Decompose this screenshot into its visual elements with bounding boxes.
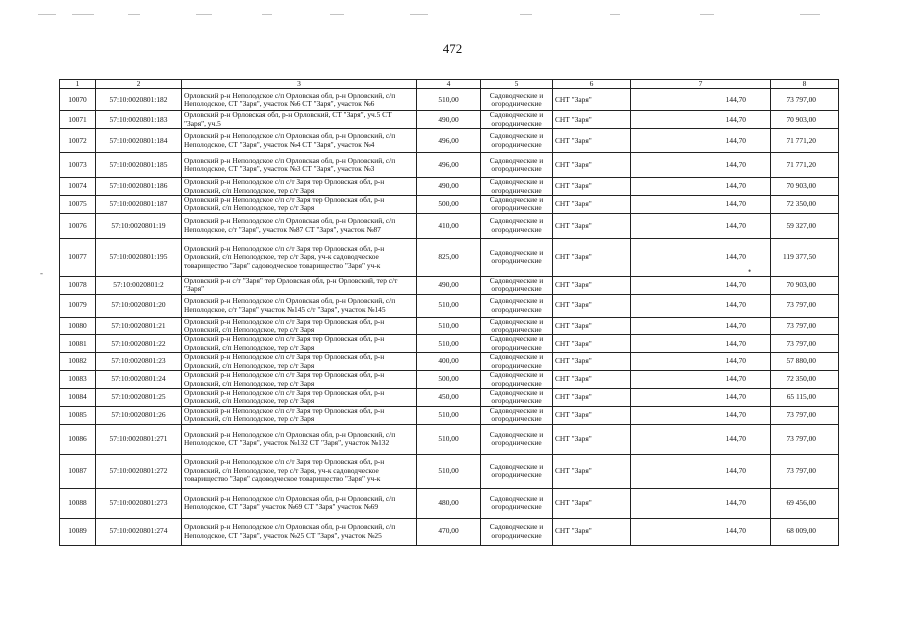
cadastral-value-cell: 72 350,00 [771, 371, 839, 389]
area-cell: 510,00 [417, 424, 481, 454]
address-cell: Орловский р-н с/т "Заря" тер Орловская обл, р-н Орловский, тер с/т "Заря" [182, 276, 417, 294]
row-number: 10074 [60, 178, 96, 196]
owner-cell: СНТ "Заря" [553, 213, 631, 238]
cadastral-value-cell: 65 115,00 [771, 388, 839, 406]
row-number: 10073 [60, 153, 96, 178]
address-cell: Орловский р-н Неполодское с/п Орловская обл, р-н Орловский, с/п Неполодское, СТ "Заря", участок №4 СТ "Заря", участок №4 [182, 129, 417, 153]
cadastral-value-cell: 70 903,00 [771, 178, 839, 196]
owner-cell: СНТ "Заря" [553, 153, 631, 178]
table-row [60, 294, 839, 317]
area-cell: 500,00 [417, 196, 481, 214]
owner-cell: СНТ "Заря" [553, 335, 631, 353]
rate-cell: 144,70 [631, 488, 771, 518]
area-cell: 490,00 [417, 178, 481, 196]
land-use-cell: Садоводческие и огороднические [481, 89, 553, 111]
address-cell: Орловский р-н Неполодское с/п Орловская обл, р-н Орловский, с/п Неполодское, с/т "Заря" участок №145 с/т "Заря", участок №145 [182, 294, 417, 317]
table-row [60, 213, 839, 238]
area-cell: 825,00 [417, 238, 481, 276]
cadastral-value-cell: 73 797,00 [771, 335, 839, 353]
table-row [60, 518, 839, 545]
row-number: 10076 [60, 213, 96, 238]
owner-cell: СНТ "Заря" [553, 238, 631, 276]
table-row [60, 353, 839, 371]
land-use-cell: Садоводческие и огороднические [481, 454, 553, 488]
land-use-cell: Садоводческие и огороднические [481, 213, 553, 238]
cadastral-number: 57:10:0020801:19 [96, 213, 182, 238]
margin-mark: • [748, 266, 752, 276]
row-number: 10088 [60, 488, 96, 518]
owner-cell: СНТ "Заря" [553, 406, 631, 424]
cadastral-number: 57:10:0020801:25 [96, 388, 182, 406]
address-cell: Орловский р-н Неполодское с/п Орловская обл, р-н Орловский, с/п Неполодское, СТ "Заря", участок №132 СТ "Заря", участок №132 [182, 424, 417, 454]
land-use-cell: Садоводческие и огороднические [481, 353, 553, 371]
land-use-cell: Садоводческие и огороднические [481, 276, 553, 294]
row-number: 10080 [60, 317, 96, 335]
area-cell: 510,00 [417, 335, 481, 353]
land-use-cell: Садоводческие и огороднические [481, 388, 553, 406]
table-row [60, 276, 839, 294]
land-use-cell: Садоводческие и огороднические [481, 488, 553, 518]
area-cell: 490,00 [417, 111, 481, 129]
land-use-cell: Садоводческие и огороднические [481, 406, 553, 424]
table-row [60, 129, 839, 153]
column-header: 8 [771, 80, 839, 89]
cadastral-value-cell: 59 327,00 [771, 213, 839, 238]
owner-cell: СНТ "Заря" [553, 89, 631, 111]
row-number: 10083 [60, 371, 96, 389]
cadastral-value-cell: 71 771,20 [771, 153, 839, 178]
land-use-cell: Садоводческие и огороднические [481, 518, 553, 545]
rate-cell: 144,70 [631, 371, 771, 389]
cadastral-value-cell: 73 797,00 [771, 454, 839, 488]
owner-cell: СНТ "Заря" [553, 424, 631, 454]
cadastral-value-cell: 71 771,20 [771, 129, 839, 153]
column-header: 7 [631, 80, 771, 89]
row-number: 10085 [60, 406, 96, 424]
column-header: 1 [60, 80, 96, 89]
address-cell: Орловский р-н Неполодское с/п с/т Заря тер Орловская обл, р-н Орловский, с/п Неполодское, тер с/т Заря [182, 388, 417, 406]
area-cell: 400,00 [417, 353, 481, 371]
owner-cell: СНТ "Заря" [553, 454, 631, 488]
area-cell: 510,00 [417, 454, 481, 488]
table-row [60, 238, 839, 276]
area-cell: 410,00 [417, 213, 481, 238]
cadastral-value-cell: 68 009,00 [771, 518, 839, 545]
area-cell: 496,00 [417, 129, 481, 153]
cadastral-number: 57:10:0020801:20 [96, 294, 182, 317]
table-row [60, 406, 839, 424]
cadastral-number: 57:10:0020801:185 [96, 153, 182, 178]
owner-cell: СНТ "Заря" [553, 317, 631, 335]
rate-cell: 144,70 [631, 388, 771, 406]
area-cell: 510,00 [417, 294, 481, 317]
row-number: 10079 [60, 294, 96, 317]
cadastral-number: 57:10:0020801:186 [96, 178, 182, 196]
land-use-cell: Садоводческие и огороднические [481, 238, 553, 276]
cadastral-number: 57:10:0020801:273 [96, 488, 182, 518]
table-row [60, 111, 839, 129]
land-use-cell: Садоводческие и огороднические [481, 196, 553, 214]
rate-cell: 144,70 [631, 424, 771, 454]
owner-cell: СНТ "Заря" [553, 353, 631, 371]
address-cell: Орловский р-н Неполодское с/п с/т Заря тер Орловская обл, р-н Орловский, с/п Неполодское, тер с/т Заря [182, 406, 417, 424]
land-use-cell: Садоводческие и огороднические [481, 371, 553, 389]
land-use-cell: Садоводческие и огороднические [481, 129, 553, 153]
cadastral-number: 57:10:0020801:182 [96, 89, 182, 111]
table-row [60, 317, 839, 335]
table-row [60, 424, 839, 454]
rate-cell: 144,70 [631, 335, 771, 353]
rate-cell: 144,70 [631, 89, 771, 111]
rate-cell: 144,70 [631, 178, 771, 196]
scan-artifacts [0, 14, 905, 18]
cadastral-value-cell: 119 377,50 [771, 238, 839, 276]
owner-cell: СНТ "Заря" [553, 276, 631, 294]
area-cell: 510,00 [417, 89, 481, 111]
owner-cell: СНТ "Заря" [553, 129, 631, 153]
table-row [60, 196, 839, 214]
cadastral-number: 57:10:0020801:187 [96, 196, 182, 214]
cadastral-value-cell: 70 903,00 [771, 276, 839, 294]
land-use-cell: Садоводческие и огороднические [481, 178, 553, 196]
margin-mark: - [40, 268, 43, 278]
row-number: 10070 [60, 89, 96, 111]
cadastral-number: 57:10:0020801:26 [96, 406, 182, 424]
address-cell: Орловский р-н Неполодское с/п с/т Заря тер Орловская обл, р-н Орловский, с/п Неполодское, тер с/т Заря [182, 335, 417, 353]
row-number: 10082 [60, 353, 96, 371]
address-cell: Орловский р-н Неполодское с/п с/т Заря тер Орловская обл, р-н Орловский, с/п Неполодское, тер с/т Заря [182, 371, 417, 389]
row-number: 10081 [60, 335, 96, 353]
rate-cell: 144,70 [631, 317, 771, 335]
cadastral-number: 57:10:0020801:23 [96, 353, 182, 371]
address-cell: Орловский р-н Неполодское с/п с/т Заря тер Орловская обл, р-н Орловский, с/п Неполодское, тер с/т Заря [182, 178, 417, 196]
cadastral-value-cell: 73 797,00 [771, 294, 839, 317]
address-cell: Орловский р-н Неполодское с/п Орловская обл, р-н Орловский, с/п Неполодское, СТ "Заря", участок №25 СТ "Заря", участок №25 [182, 518, 417, 545]
rate-cell: 144,70 [631, 111, 771, 129]
owner-cell: СНТ "Заря" [553, 371, 631, 389]
address-cell: Орловский р-н Неполодское с/п Орловская обл, р-н Орловский, с/п Неполодское, СТ "Заря", участок №3 СТ "Заря", участок №3 [182, 153, 417, 178]
rate-cell: 144,70 [631, 406, 771, 424]
cadastral-value-cell: 70 903,00 [771, 111, 839, 129]
area-cell: 470,00 [417, 518, 481, 545]
rate-cell: 144,70 [631, 294, 771, 317]
land-use-cell: Садоводческие и огороднические [481, 153, 553, 178]
cadastral-value-cell: 69 456,00 [771, 488, 839, 518]
table-row [60, 178, 839, 196]
column-header: 2 [96, 80, 182, 89]
address-cell: Орловский р-н Неполодское с/п с/т Заря тер Орловская обл, р-н Орловский, с/п Неполодское, тер с/т Заря [182, 196, 417, 214]
rate-cell: 144,70 [631, 276, 771, 294]
cadastral-number: 57:10:0020801:22 [96, 335, 182, 353]
table-row [60, 89, 839, 111]
rate-cell: 144,70 [631, 196, 771, 214]
table-row [60, 153, 839, 178]
table-row [60, 488, 839, 518]
land-use-cell: Садоводческие и огороднические [481, 424, 553, 454]
table-row [60, 335, 839, 353]
owner-cell: СНТ "Заря" [553, 294, 631, 317]
land-use-cell: Садоводческие и огороднические [481, 335, 553, 353]
address-cell: Орловский р-н Неполодское с/п Орловская обл, р-н Орловский, с/п Неполодское, с/т "Заря", участок №87 СТ "Заря", участок №87 [182, 213, 417, 238]
row-number: 10086 [60, 424, 96, 454]
land-use-cell: Садоводческие и огороднические [481, 294, 553, 317]
cadastral-value-cell: 73 797,00 [771, 317, 839, 335]
owner-cell: СНТ "Заря" [553, 178, 631, 196]
land-use-cell: Садоводческие и огороднические [481, 317, 553, 335]
area-cell: 450,00 [417, 388, 481, 406]
address-cell: Орловский р-н Неполодское с/п с/т Заря тер Орловская обл, р-н Орловский, с/п Неполодское, тер с/т Заря, уч-к садоводческое товарищество "Заря" садоводческое товарищество "Заря" уч-к [182, 238, 417, 276]
owner-cell: СНТ "Заря" [553, 518, 631, 545]
address-cell: Орловский р-н Неполодское с/п с/т Заря тер Орловская обл, р-н Орловский, с/п Неполодское, тер с/т Заря [182, 317, 417, 335]
area-cell: 510,00 [417, 317, 481, 335]
rate-cell: 144,70 [631, 213, 771, 238]
rate-cell: 144,70 [631, 129, 771, 153]
column-header: 4 [417, 80, 481, 89]
owner-cell: СНТ "Заря" [553, 196, 631, 214]
area-cell: 480,00 [417, 488, 481, 518]
cadastral-number: 57:10:0020801:2 [96, 276, 182, 294]
table-row [60, 388, 839, 406]
table-row [60, 371, 839, 389]
cadastral-number: 57:10:0020801:274 [96, 518, 182, 545]
area-cell: 490,00 [417, 276, 481, 294]
address-cell: Орловский р-н Неполодское с/п с/т Заря тер Орловская обл, р-н Орловский, с/п Неполодское, тер с/т Заря [182, 353, 417, 371]
row-number: 10078 [60, 276, 96, 294]
row-number: 10084 [60, 388, 96, 406]
row-number: 10087 [60, 454, 96, 488]
column-header: 3 [182, 80, 417, 89]
cadastral-number: 57:10:0020801:24 [96, 371, 182, 389]
area-cell: 510,00 [417, 406, 481, 424]
cadastral-value-cell: 73 797,00 [771, 89, 839, 111]
land-use-cell: Садоводческие и огороднические [481, 111, 553, 129]
rate-cell: 144,70 [631, 454, 771, 488]
owner-cell: СНТ "Заря" [553, 111, 631, 129]
cadastral-value-cell: 73 797,00 [771, 424, 839, 454]
cadastral-number: 57:10:0020801:183 [96, 111, 182, 129]
row-number: 10071 [60, 111, 96, 129]
rate-cell: 144,70 [631, 153, 771, 178]
address-cell: Орловский р-н Неполодское с/п Орловская обл, р-н Орловский, с/п Неполодское, СТ "Заря", участок №6 СТ "Заря", участок №6 [182, 89, 417, 111]
address-cell: Орловский р-н Неполодское с/п Орловская обл, р-н Орловский, с/п Неполодское, СТ "Заря" участок №69 СТ "Заря" участок №69 [182, 488, 417, 518]
cadastral-value-cell: 57 880,00 [771, 353, 839, 371]
area-cell: 500,00 [417, 371, 481, 389]
column-number-row [60, 80, 839, 89]
cadastral-value-cell: 72 350,00 [771, 196, 839, 214]
cadastral-number: 57:10:0020801:271 [96, 424, 182, 454]
land-registry-table [59, 79, 839, 546]
rate-cell: 144,70 [631, 518, 771, 545]
area-cell: 496,00 [417, 153, 481, 178]
address-cell: Орловский р-н Неполодское с/п с/т Заря тер Орловская обл, р-н Орловский, с/п Неполодское, тер с/т Заря, уч-к садоводческое товарищество "Заря" садоводческое товарищество "Заря" уч-к [182, 454, 417, 488]
row-number: 10075 [60, 196, 96, 214]
address-cell: Орловский р-н Орловская обл, р-н Орловский, СТ "Заря", уч.5 СТ "Заря", уч.5 [182, 111, 417, 129]
cadastral-value-cell: 73 797,00 [771, 406, 839, 424]
cadastral-number: 57:10:0020801:21 [96, 317, 182, 335]
owner-cell: СНТ "Заря" [553, 488, 631, 518]
column-header: 5 [481, 80, 553, 89]
cadastral-number: 57:10:0020801:184 [96, 129, 182, 153]
row-number: 10077 [60, 238, 96, 276]
rate-cell: 144,70 [631, 238, 771, 276]
row-number: 10089 [60, 518, 96, 545]
page-number: 472 [442, 41, 463, 56]
owner-cell: СНТ "Заря" [553, 388, 631, 406]
cadastral-number: 57:10:0020801:272 [96, 454, 182, 488]
rate-cell: 144,70 [631, 353, 771, 371]
table-row [60, 454, 839, 488]
cadastral-number: 57:10:0020801:195 [96, 238, 182, 276]
column-header: 6 [553, 80, 631, 89]
row-number: 10072 [60, 129, 96, 153]
